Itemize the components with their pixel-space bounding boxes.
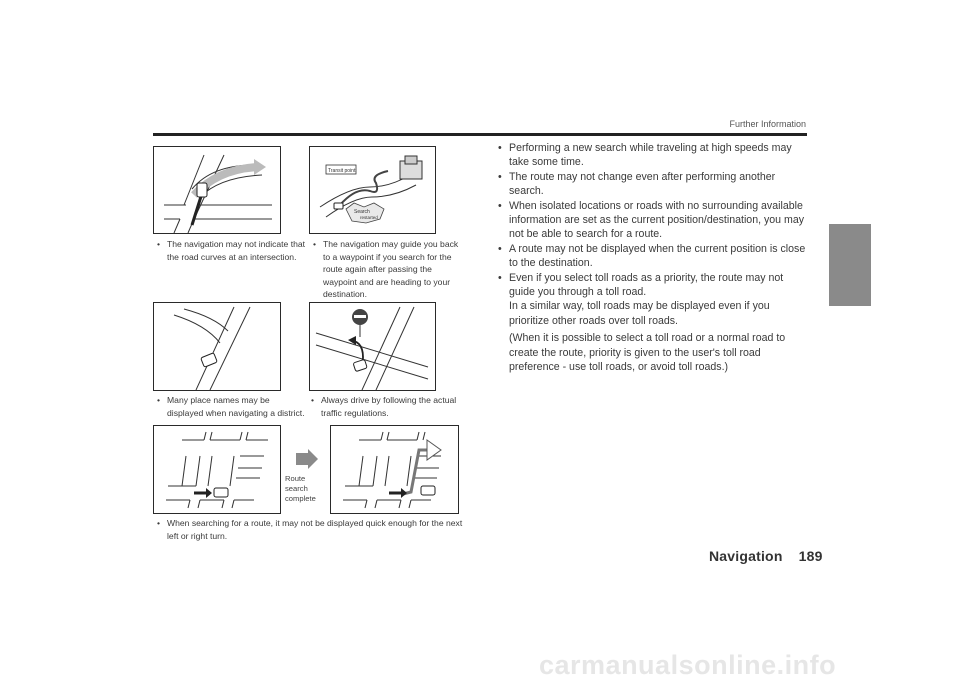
page-number: 189 [798, 548, 823, 564]
figure-1-caption: • The navigation may not indicate that the road curves at an intersection. [157, 239, 306, 262]
district-diagram [154, 303, 280, 390]
toll-road-continuation: In a similar way, toll roads may be displayed even if you prioritize other roads over toll roads. [509, 300, 770, 327]
search-label: Search [354, 209, 370, 215]
car-icon [201, 353, 218, 368]
figure-route-after [330, 425, 459, 514]
bullet-item: • When isolated locations or roads with no surrounding available information are set as the current position/destination, you may not be able to search for a route. [498, 199, 805, 241]
route-search-complete-label: Route search complete [285, 474, 316, 503]
header-rule [153, 133, 807, 136]
right-column [498, 141, 810, 375]
figure-2-caption: • The navigation may guide you back to a waypoint if you search for the route again after passing the waypoint and are heading to your destination. [313, 239, 459, 300]
figure-district [153, 302, 281, 391]
page-footer [709, 548, 823, 564]
figure-traffic-regulations [309, 302, 436, 391]
curve-road-diagram [154, 147, 280, 233]
bullet-item: • Performing a new search while traveling at high speeds may take some time. [498, 142, 792, 169]
car-icon [214, 488, 228, 497]
figure-3-caption: • Many place names may be displayed when navigating a district. [157, 395, 305, 418]
bullet-item: • Even if you select toll roads as a priority, the route may not guide you through a toll road. [498, 271, 784, 299]
car-icon [353, 359, 367, 371]
arrow-right-icon [296, 449, 318, 469]
figure-4-caption: • Always drive by following the actual traffic regulations. [311, 395, 457, 418]
street-grid-diagram [154, 426, 280, 513]
chapter-tab [829, 224, 871, 306]
transit-point-label: Transit point [328, 168, 356, 174]
footer-section-title: Navigation [709, 548, 783, 564]
bullet-item: • A route may not be displayed when the current position is close to the destination. [498, 242, 806, 270]
street-grid-route-diagram [331, 426, 458, 513]
restarted-label: restarted [360, 215, 378, 220]
car-icon [197, 183, 207, 197]
figure-5-caption: • When searching for a route, it may not be displayed quick enough for the next left or right turn. [157, 518, 463, 541]
car-icon [421, 486, 435, 495]
running-header: Further Information [729, 119, 806, 129]
figure-waypoint [309, 146, 436, 234]
bullet-item: • The route may not change even after performing another search. [498, 170, 776, 198]
watermark: carmanualsonline.info [539, 650, 837, 680]
no-entry-diagram [310, 303, 435, 390]
car-icon [334, 203, 343, 209]
figure-route-before [153, 425, 281, 514]
waypoint-diagram [310, 147, 435, 233]
toll-road-note: (When it is possible to select a toll road or a normal road to create the route, priority is given to the user's toll road preference - use toll roads, or avoid toll roads.) [509, 332, 786, 374]
figure-curve-intersection [153, 146, 281, 234]
